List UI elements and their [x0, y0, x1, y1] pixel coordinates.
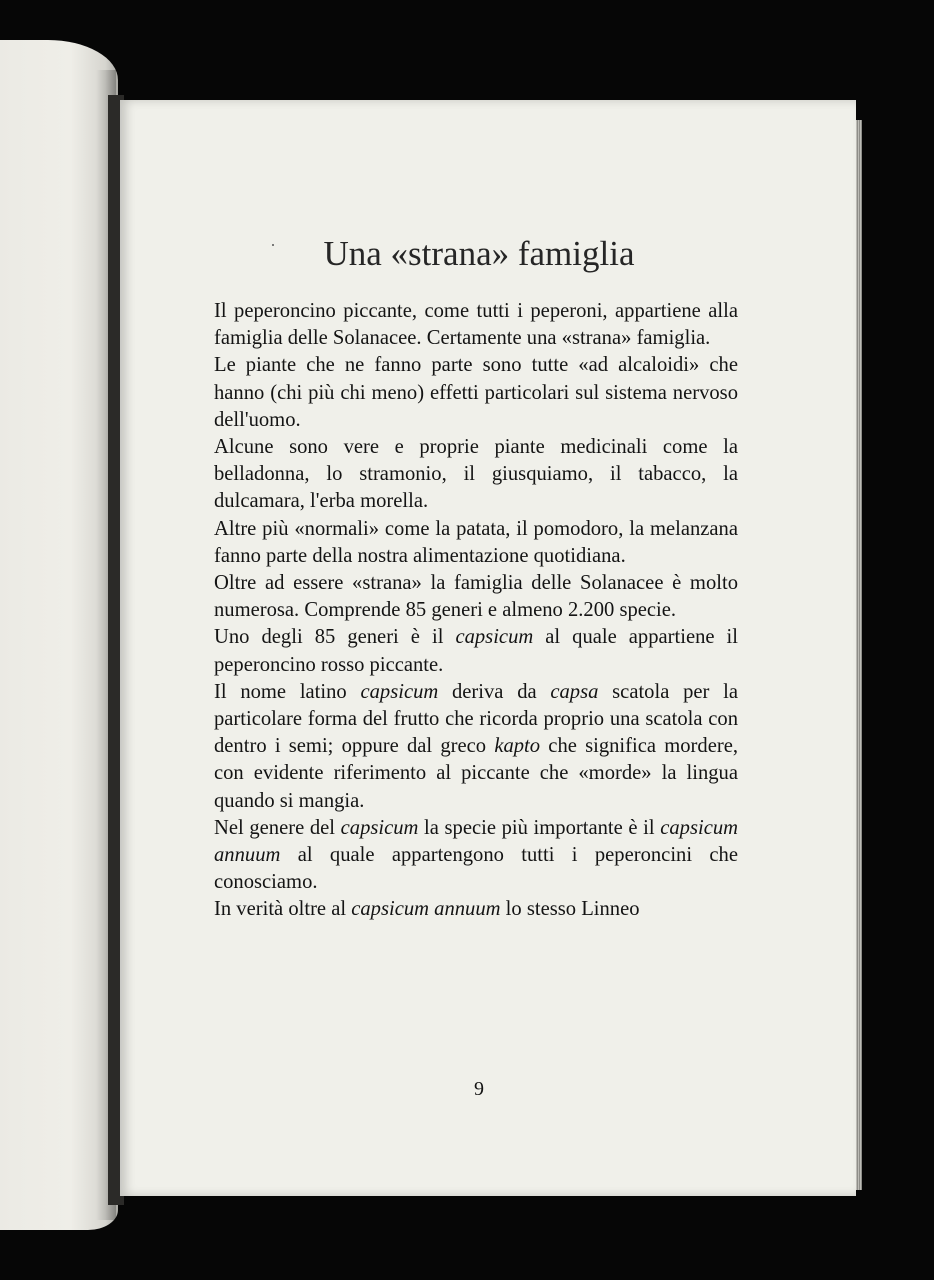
paragraph: [214, 679, 738, 815]
paragraph: [214, 896, 738, 923]
text-run: Oltre ad essere «strana» la famiglia delle Solanacee è molto numerosa. Comprende 85 generi e almeno 2.200 specie.: [214, 572, 738, 622]
text-run: Alcune sono vere e proprie piante medicinali come la belladonna, lo stramonio, il giusquiamo, il tabacco, la dulcamara, l'erba morella.: [214, 436, 738, 513]
paragraph: [214, 516, 738, 570]
italic-term: capsa: [550, 680, 599, 703]
text-run: che significa mordere, con evidente riferimento al piccante che «morde» la lingua quando si mangia.: [214, 735, 738, 812]
text-run: Le piante che ne fanno parte sono tutte «ad alcaloidi» che hanno (chi più chi meno) effetti particolari sul sistema nervoso dell'uomo.: [214, 354, 738, 431]
text-run: al quale appartiene il peperoncino rosso piccante.: [214, 626, 739, 676]
text-run: scatola per la particolare forma del frutto che ricorda proprio una scatola con dentro i semi; oppure dal greco: [214, 680, 738, 758]
text-run: la specie più importante è il: [418, 816, 661, 839]
italic-term: capsicum: [455, 626, 534, 649]
paragraph: [214, 570, 738, 624]
italic-term: capsicum annuum: [214, 816, 738, 867]
paragraph: [214, 352, 738, 434]
text-run: lo stesso Linneo: [500, 898, 640, 921]
italic-term: capsicum annuum: [351, 898, 501, 921]
paragraph: [214, 624, 738, 678]
text-run: In verità oltre al: [214, 898, 352, 921]
chapter-title: Una «strana» famiglia: [323, 234, 635, 273]
text-run: deriva da: [438, 680, 551, 703]
text-run: Il nome latino: [214, 680, 361, 703]
paragraph: [214, 434, 738, 516]
text-run: Uno degli 85 generi è il: [214, 626, 456, 649]
text-run: Altre più «normali» come la patata, il pomodoro, la melanzana fanno parte della nostra alimentazione quotidiana.: [214, 517, 738, 567]
italic-term: kapto: [494, 735, 541, 758]
body-text: [214, 298, 738, 924]
text-run: al quale appartengono tutti i peperoncini che conosciamo.: [214, 844, 738, 894]
italic-term: capsicum: [360, 680, 439, 703]
italic-term: capsicum: [340, 816, 419, 839]
text-run: Nel genere del: [214, 816, 341, 839]
paragraph: [214, 815, 738, 897]
right-page: [120, 100, 856, 1196]
text-run: Il peperoncino piccante, come tutti i peperoni, appartiene alla famiglia delle Solanacee. Certamente una «strana» famiglia.: [214, 300, 738, 350]
paragraph: [214, 298, 738, 352]
page-number: 9: [474, 1078, 484, 1100]
